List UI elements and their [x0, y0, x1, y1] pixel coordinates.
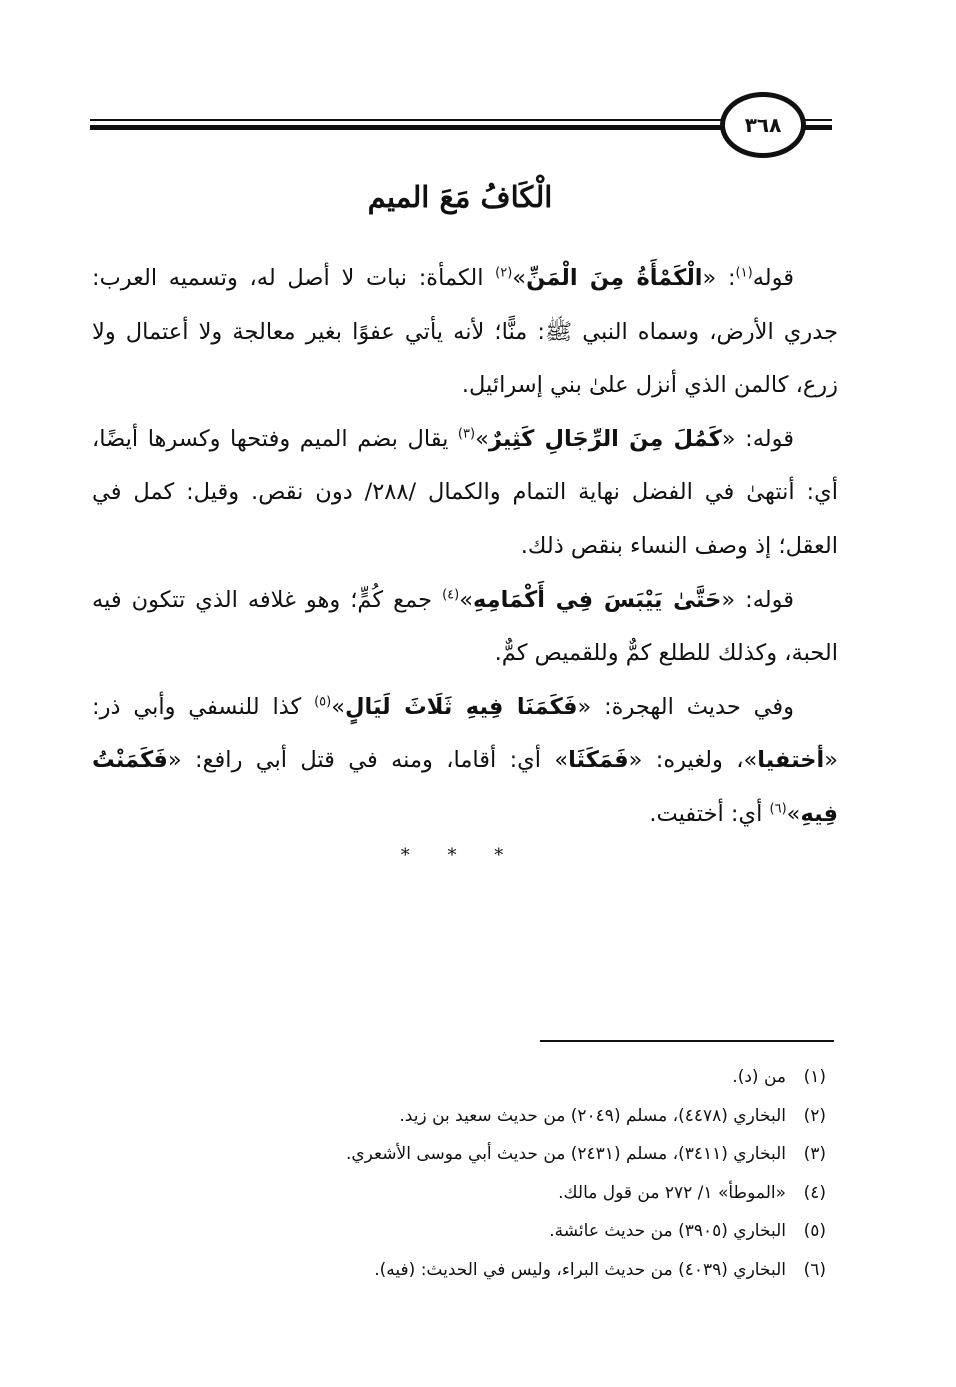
footnote-number: (٢): [803, 1105, 826, 1126]
text-run: جمع كُمٍّ؛ وهو غلافه الذي تتكون فيه الحبة، وكذلك للطلع كمٌّ وللقميص كمٌّ.: [92, 586, 838, 667]
text-run: قوله: [752, 265, 794, 291]
hadith-quote: فَمَكَثَا: [568, 747, 629, 774]
hadith-quote: الْكَمْأَةُ مِنَ الْمَنِّ: [526, 265, 703, 291]
text-run: »، ولغيره: «: [628, 747, 758, 774]
text-run: الكمأة: نبات لا أصل له، وتسميه العرب: جدري الأرض، وسماه النبي ﷺ: منًّا؛ لأنه يأتي عفوًا بغير معالجة ولا أعتمال ولا زرع، كالمن الذي أنزل علىٰ بني إسرائيل.: [92, 265, 838, 399]
footnotes: [92, 1058, 834, 1289]
footnote-text: البخاري (٤٤٧٨)، مسلم (٢٠٤٩) من حديث سعيد بن زيد.: [399, 1105, 786, 1126]
header-rule-thin: [90, 119, 740, 121]
page-number-badge: [720, 92, 806, 158]
footnote-ref-6: (٦): [769, 801, 787, 817]
text-run: »: [459, 586, 473, 613]
footnote-number: (٥): [803, 1221, 826, 1241]
hadith-quote: حَتَّىٰ يَيْبَسَ فِي أَكْمَامِهِ: [473, 586, 722, 613]
text-run: : «: [702, 265, 736, 291]
text-run: »: [786, 800, 801, 827]
text-run: كذا للنسفي وأبي ذر: «: [92, 693, 838, 774]
page-number: ٣٦٨: [744, 113, 782, 137]
footnote-text: البخاري (٤٠٣٩) من حديث البراء، وليس في الحديث: (فيه).: [374, 1259, 786, 1280]
section-title: الْكَافُ مَعَ الميم: [367, 180, 553, 214]
text-run: قوله: «: [721, 425, 794, 452]
header-rule-thick: [90, 125, 740, 130]
text-run: وفي حديث الهجرة: «: [577, 693, 795, 720]
footnote-number: (٦): [803, 1259, 826, 1280]
text-run: أي: أختفيت.: [649, 800, 770, 827]
paragraph-4: [92, 681, 838, 842]
footnote-ref-5: (٥): [314, 694, 332, 710]
text-run: يقال بضم الميم وفتحها وكسرها أيضًا، أي: أنتهىٰ في الفضل نهاية التمام والكمال /٢٨٨/ دون نقص. وقيل: كمل في العقل؛ إذ وصف النساء بنقص ذلك.: [92, 425, 838, 559]
footnote-ref-4: (٤): [442, 587, 460, 603]
text-run: » أي: أقاما، ومنه في قتل أبي رافع: «: [167, 747, 569, 774]
paragraph-2: [92, 413, 838, 574]
footnote-number: (٣): [803, 1144, 826, 1164]
text-run: »: [512, 265, 527, 291]
footnote-ref-1: (١): [735, 265, 753, 281]
paragraph-1: [92, 252, 838, 413]
footnote-ref-3: (٣): [457, 426, 476, 442]
footnote-item: [92, 1212, 834, 1251]
main-text: [92, 252, 838, 842]
paragraph-3: [92, 574, 838, 681]
footnote-item: [92, 1097, 834, 1136]
footnote-number: (٤): [803, 1182, 826, 1203]
footnote-ref-2: (٢): [495, 265, 513, 281]
hadith-quote: فَكَمَنَا فِيهِ ثَلَاثَ لَيَالٍ: [345, 693, 578, 720]
footnote-text: البخاري (٣٩٠٥) من حديث عائشة.: [549, 1221, 786, 1241]
footnote-item: [92, 1174, 834, 1213]
footnote-text: «الموطأ» ١/ ٢٧٢ من قول مالك.: [558, 1182, 786, 1203]
header-rule-right-thin: [802, 119, 832, 121]
footnote-number: (١): [803, 1067, 826, 1087]
section-separator: * * *: [400, 845, 520, 866]
header-rule-right-thick: [802, 125, 832, 130]
footnote-item: [92, 1058, 834, 1097]
hadith-quote: كَمُلَ مِنَ الرِّجَالِ كَثِيرٌ: [488, 425, 722, 452]
hadith-quote: فَكَمَنْتُ فِيهِ: [92, 747, 838, 827]
footnote-text: البخاري (٣٤١١)، مسلم (٢٤٣١) من حديث أبي موسى الأشعري.: [345, 1144, 786, 1164]
footnote-item: [92, 1251, 834, 1290]
text-run: »: [475, 425, 489, 452]
hadith-quote: أختفيا: [757, 747, 825, 774]
footnote-rule: [540, 1040, 834, 1042]
page-header: [90, 92, 832, 162]
footnote-text: من (د).: [732, 1067, 786, 1087]
text-run: قوله: «: [721, 586, 795, 613]
footnote-item: [92, 1135, 834, 1174]
text-run: »: [331, 693, 345, 720]
